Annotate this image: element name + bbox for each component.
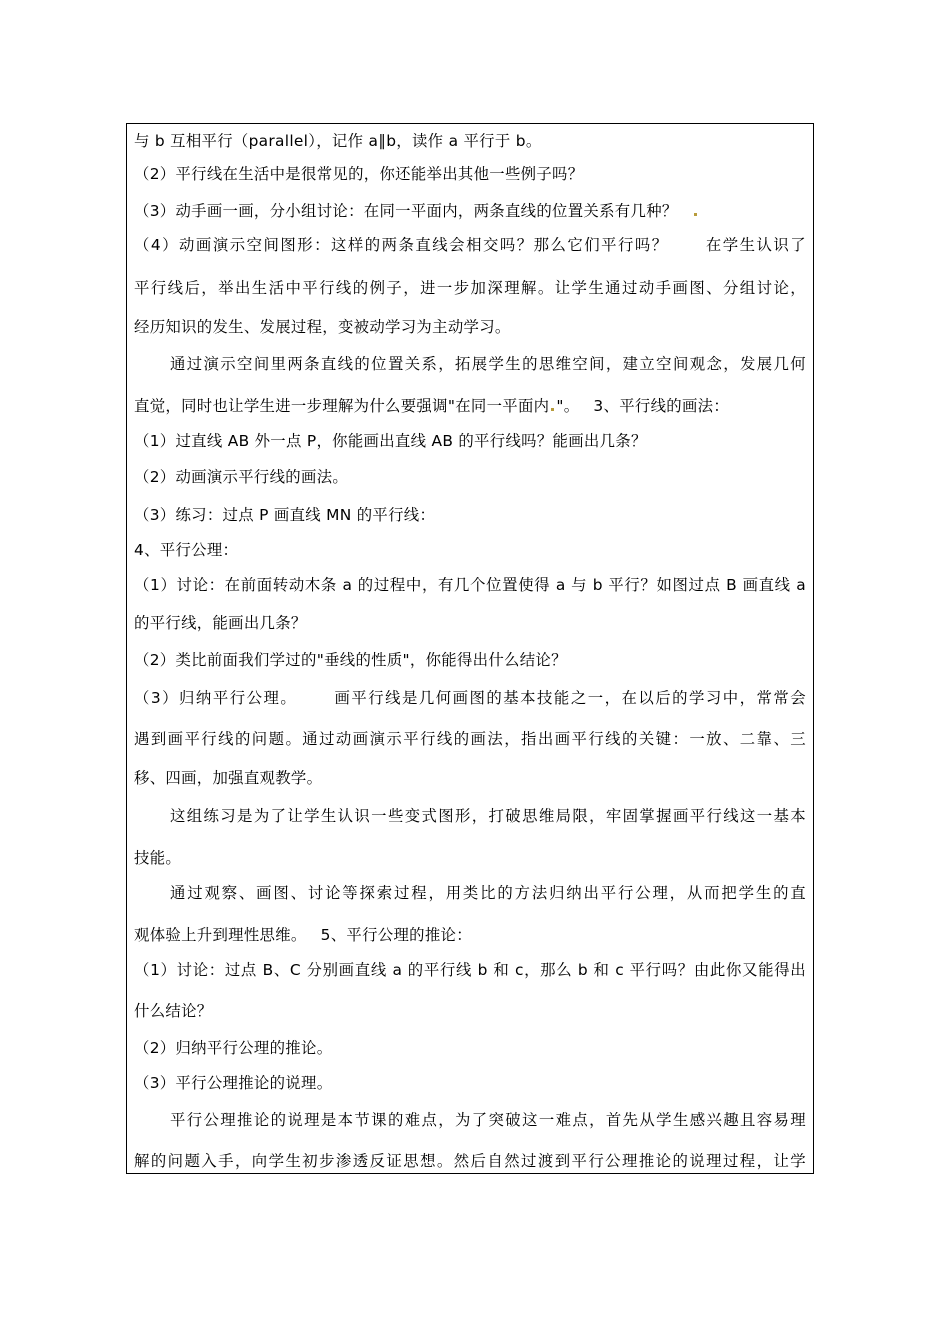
- text-line: 遇到画平行线的问题。通过动画演示平行线的画法，指出画平行线的关键：一放、二靠、三: [134, 730, 806, 748]
- text-line: [134, 235, 806, 255]
- text-run: 直觉，同时也让学生进一步理解为什么要强调"在同一平面内: [134, 397, 550, 415]
- text-line: [134, 688, 806, 708]
- text-line: [134, 396, 729, 416]
- text-run: （4）动画演示空间图形：这样的两条直线会相交吗？那么它们平行吗？: [134, 236, 669, 254]
- text-line: 解的问题入手，向学生初步渗透反证思想。然后自然过渡到平行公理推论的说理过程，让学: [134, 1152, 806, 1170]
- text-run: （3）动手画一画，分小组讨论：在同一平面内，两条直线的位置关系有几种？: [134, 202, 678, 220]
- text-run: "。: [556, 397, 580, 415]
- text-line: 经历知识的发生、发展过程，变被动学习为主动学习。: [134, 318, 511, 336]
- text-line: 的平行线，能画出几条？: [134, 614, 307, 632]
- text-run: 生的直: [755, 884, 806, 902]
- text-line: （2）动画演示平行线的画法。: [134, 468, 349, 486]
- text-line: 通过演示空间里两条直线的位置关系，拓展学生的思维空间，建立空间观念，发展几何: [170, 355, 806, 373]
- text-run: 画平行线是几何画图的基本技能之一，在以后的学习中，常常会: [333, 689, 806, 707]
- text-line: （1）讨论：在前面转动木条 a 的过程中，有几个位置使得 a 与 b 平行？如图过点 B 画直线 a: [134, 576, 806, 594]
- text-line: （3）练习：过点 P 画直线 MN 的平行线：: [134, 506, 436, 524]
- text-line: [170, 883, 806, 903]
- text-line: [134, 925, 472, 945]
- stray-mark: [694, 213, 697, 216]
- text-line: （3）平行公理推论的说理。: [134, 1074, 333, 1092]
- text-line: （2）类比前面我们学过的"垂线的性质"，你能得出什么结论？: [134, 651, 567, 669]
- text-run: 观体验上升到理性思维。: [134, 926, 307, 944]
- text-line: 移、四画，加强直观教学。: [134, 769, 323, 787]
- text-line: 与 b 互相平行（parallel），记作 a∥b，读作 a 平行于 b。: [134, 132, 542, 150]
- text-line: 平行公理推论的说理是本节课的难点，为了突破这一难点，首先从学生感兴趣且容易理: [170, 1111, 806, 1129]
- text-run: 3、平行线的画法：: [593, 397, 730, 415]
- text-line: （2）归纳平行公理的推论。: [134, 1039, 333, 1057]
- text-run: （3）归纳平行公理。: [134, 689, 298, 707]
- text-line: 什么结论？: [134, 1002, 213, 1020]
- text-line: 4、平行公理：: [134, 541, 239, 559]
- text-line: [134, 201, 699, 221]
- text-line: 技能。: [134, 849, 182, 867]
- text-line: 平行线后，举出生活中平行线的例子，进一步加深理解。让学生通过动手画图、分组讨论，: [134, 279, 806, 297]
- text-line: （1）讨论：过点 B、C 分别画直线 a 的平行线 b 和 c，那么 b 和 c 平行吗？由此你又能得出: [134, 961, 806, 979]
- text-line: （2）平行线在生活中是很常见的，你还能举出其他一些例子吗？: [134, 165, 584, 183]
- text-run: 5、平行公理的推论：: [320, 926, 472, 944]
- text-run: 通过观察、画图、讨论等探索过程，用类比的方法归纳出平行公理，从而把学: [170, 884, 756, 902]
- stray-mark: [551, 408, 554, 411]
- text-run: 在学生认识了: [704, 236, 806, 254]
- text-line: 这组练习是为了让学生认识一些变式图形，打破思维局限，牢固掌握画平行线这一基本: [170, 807, 806, 825]
- text-line: （1）过直线 AB 外一点 P，你能画出直线 AB 的平行线吗？能画出几条？: [134, 432, 647, 450]
